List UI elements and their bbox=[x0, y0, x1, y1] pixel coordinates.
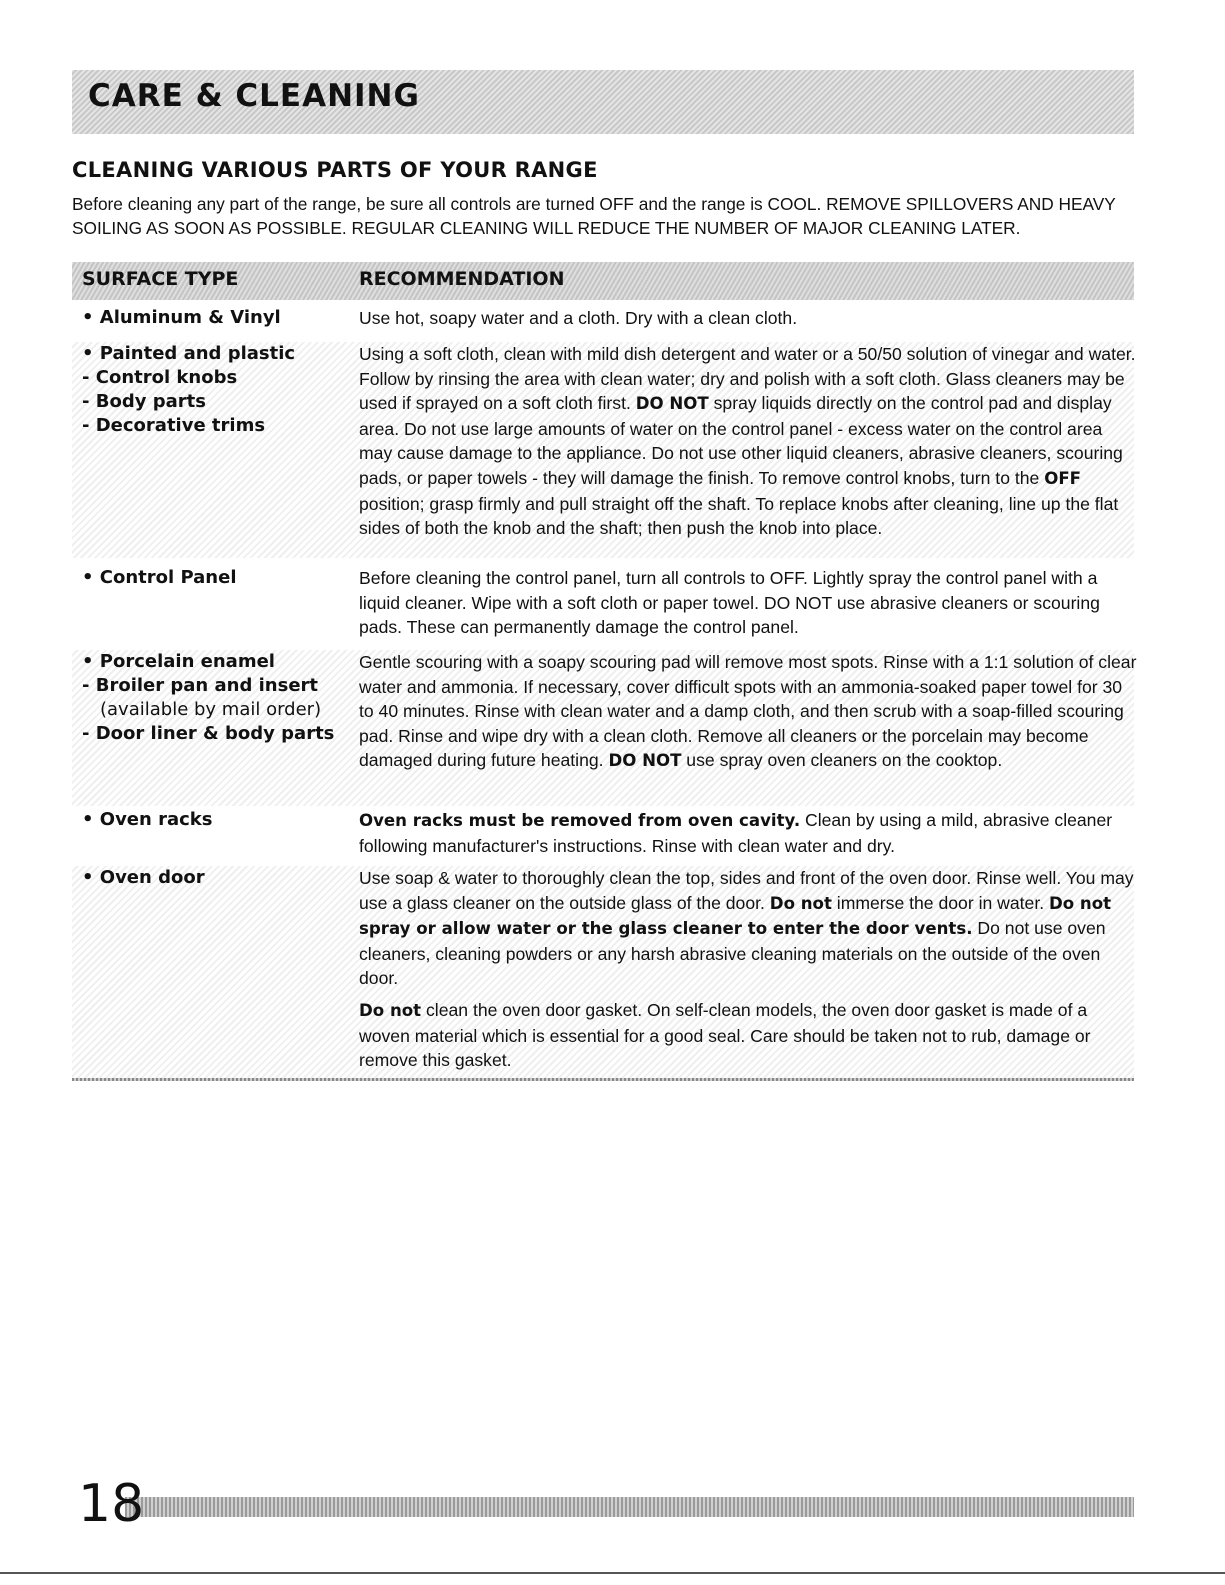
header-surface-type: SURFACE TYPE bbox=[82, 268, 239, 290]
rec-text: immerse the door in water. bbox=[831, 892, 1049, 913]
rec-text: Before cleaning the control panel, turn all controls to OFF. Lightly spray the control panel with a liquid cleaner. Wipe with a soft cloth or paper towel. DO NOT use abrasive cleaners or scouring pads. These can permanently damage the control panel. bbox=[359, 568, 1100, 638]
banner-title: CARE & CLEANING bbox=[88, 78, 420, 114]
surface-sublabel: - Control knobs bbox=[82, 367, 238, 388]
rec-text: Using a soft cloth, clean with mild dish detergent and water or a 50/50 solution of vinegar and water. Follow by rinsing the area with clean water; dry and polish with a soft cloth. Glass cleaners may be used if sprayed on a soft cloth first. bbox=[359, 344, 1136, 414]
table-row bbox=[72, 808, 1134, 866]
surface-label: • Porcelain enamel bbox=[82, 651, 275, 672]
rec-text: Gentle scouring with a soapy scouring pad will remove most spots. Rinse with a 1:1 solution of clear water and ammonia. If necessary, cover difficult spots with an ammonia-soaked paper towel for 30 to 40 minutes. Rinse with clean water and a damp cloth, and then scrub with a soap-filled scouring pad. Rinse and wipe dry with a clean cloth. Remove all cleaners or the porcelain may become damaged during future heating. bbox=[359, 652, 1137, 771]
surface-label: • Aluminum & Vinyl bbox=[82, 307, 281, 328]
rec-text: clean the oven door gasket. On self-clean models, the oven door gasket is made of a woven material which is essential for a good seal. Care should be taken not to rub, damage or remove this gasket. bbox=[359, 1000, 1091, 1071]
rec-text: spray liquids directly on the control pad and display area. Do not use large amounts of water on the control panel - excess water on the control area may cause damage to the appliance. Do not use other liquid cleaners, abrasive cleaners, scouring pads, or paper towels - they will damage the finish. To remove control knobs, turn to the bbox=[359, 393, 1123, 488]
surface-sublabel: - Body parts bbox=[82, 391, 206, 412]
surface-note: (available by mail order) bbox=[100, 699, 322, 720]
footer-band bbox=[125, 1497, 1134, 1517]
surface-cell bbox=[82, 566, 352, 590]
rec-emphasis: Do not spray or allow water or the glass cleaner to enter the door vents. bbox=[359, 893, 1112, 939]
surface-sublabel: - Broiler pan and insert bbox=[82, 675, 319, 696]
section-banner bbox=[72, 70, 1134, 134]
section-heading: CLEANING VARIOUS PARTS OF YOUR RANGE bbox=[72, 158, 598, 182]
recommendation-cell bbox=[359, 866, 1139, 991]
rec-text: position; grasp firmly and pull straight off the shaft. To replace knobs after cleaning, line up the flat sides of both the knob and the shaft; then push the knob into place. bbox=[359, 493, 1119, 539]
rec-emphasis: Do not bbox=[359, 1001, 422, 1020]
header-recommendation: RECOMMENDATION bbox=[359, 268, 565, 290]
surface-cell bbox=[82, 306, 352, 330]
table-row bbox=[72, 866, 1134, 1078]
rec-emphasis: Oven racks must be removed from oven cavity. bbox=[359, 811, 801, 830]
intro-paragraph: Before cleaning any part of the range, be sure all controls are turned OFF and the range is COOL. REMOVE SPILLOVERS AND HEAVY SOILING AS SOON AS POSSIBLE. REGULAR CLEANING WILL REDUCE THE NUMBER OF MAJOR CLEANING LATER. bbox=[72, 194, 1116, 238]
table-header bbox=[72, 262, 1134, 300]
page-number: 18 bbox=[78, 1474, 145, 1534]
table-bottom-rule bbox=[72, 1078, 1134, 1081]
rec-text: use spray oven cleaners on the cooktop. bbox=[681, 750, 1003, 771]
surface-sublabel: - Decorative trims bbox=[82, 415, 266, 436]
surface-cell bbox=[82, 866, 352, 890]
rec-emphasis: Do not bbox=[769, 893, 832, 913]
rec-text: Use soap & water to thoroughly clean the top, sides and front of the oven door. Rinse well. You may use a glass cleaner on the outside glass of the door. bbox=[359, 868, 1134, 913]
rec-text: Use hot, soapy water and a cloth. Dry with a clean cloth. bbox=[359, 308, 798, 328]
table-row bbox=[72, 342, 1134, 558]
rec-text: Clean by using a mild, abrasive cleaner following manufacturer's instructions. Rinse with clean water and dry. bbox=[359, 810, 1113, 856]
recommendation-cell bbox=[359, 650, 1139, 774]
table-row bbox=[72, 650, 1137, 806]
surface-label: • Control Panel bbox=[82, 567, 237, 588]
surface-label: • Painted and plastic bbox=[82, 343, 296, 364]
surface-label: • Oven door bbox=[82, 867, 205, 888]
surface-cell bbox=[82, 650, 352, 746]
table-row bbox=[72, 566, 1134, 648]
recommendation-cell bbox=[359, 808, 1139, 858]
recommendation-cell bbox=[359, 306, 1139, 331]
surface-sublabel: - Door liner & body parts bbox=[82, 723, 335, 744]
rec-text: Do not use oven cleaners, cleaning powders or any harsh abrasive cleaning materials on the outside of the oven door. bbox=[359, 918, 1106, 989]
recommendation-cell bbox=[359, 566, 1139, 640]
recommendation-cell bbox=[359, 342, 1139, 541]
rec-emphasis: OFF bbox=[1044, 468, 1081, 488]
page-bottom-line bbox=[0, 1572, 1225, 1574]
table-row bbox=[72, 306, 1134, 342]
surface-label: • Oven racks bbox=[82, 809, 213, 830]
surface-cell bbox=[82, 342, 352, 438]
surface-cell bbox=[82, 808, 352, 832]
rec-emphasis: DO NOT bbox=[608, 751, 682, 771]
recommendation-cell-continued bbox=[359, 998, 1139, 1073]
rec-emphasis: DO NOT bbox=[635, 394, 709, 414]
